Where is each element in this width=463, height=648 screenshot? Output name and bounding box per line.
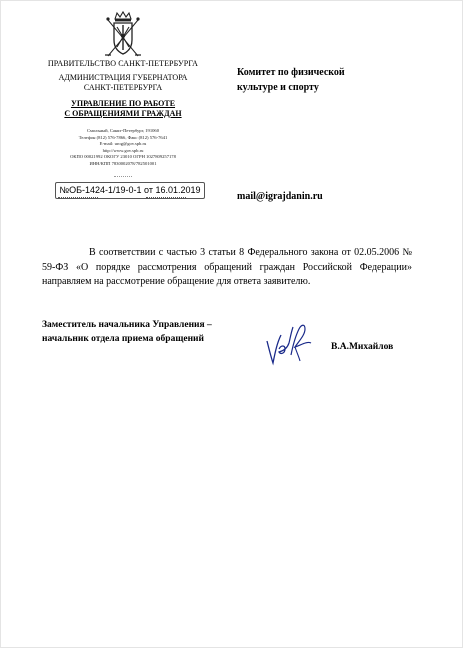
- contact-block: [21, 128, 225, 168]
- administration-heading: [21, 73, 225, 93]
- administration-line-2: САНКТ-ПЕТЕРБУРГА: [83, 83, 163, 92]
- signer-title: [42, 319, 262, 346]
- signer-name: В.А.Михайлов: [331, 342, 394, 352]
- addressee-line-1: Комитет по физической: [237, 67, 345, 78]
- date-underline: [58, 197, 98, 198]
- email-line: E-mail: urog@gov.spb.ru: [99, 141, 147, 147]
- addressee-block: [237, 66, 427, 95]
- recipient-email: mail@igrajdanin.ru: [237, 191, 323, 202]
- letter-body: В соответствии с частью 3 статьи 8 Федерального закона от 02.05.2006 № 59-ФЗ «О порядке рассмотрения обращений граждан Российской Федерации» направляем на рассмотрение обращение для ответа заявителю.: [42, 247, 412, 288]
- handwritten-signature: [259, 319, 331, 367]
- phone-line: Телефон (812) 576-7866, Факс (812) 576-7641: [78, 134, 168, 140]
- codes-line: ОКПО 00021992 ОКОГУ 23010 ОГРН 1027809257178: [70, 154, 176, 160]
- signer-title-line-1: Заместитель начальника Управления –: [42, 320, 212, 330]
- department-line-2: С ОБРАЩЕНИЯМИ ГРАЖДАН: [64, 109, 182, 118]
- inn-line: ИНН/КПП 7830002078/782501001: [89, 160, 157, 166]
- addressee-line-2: культуре и спорту: [237, 81, 319, 93]
- divider: [114, 176, 132, 177]
- department-heading: [21, 99, 225, 119]
- registration-stamp: №ОБ-1424-1/19-0-1 от 16.01.2019: [55, 182, 205, 199]
- department-line-1: УПРАВЛЕНИЕ ПО РАБОТЕ: [70, 99, 176, 108]
- signer-title-line-2: начальник отдела приема обращений: [42, 333, 204, 344]
- administration-line-1: АДМИНИСТРАЦИЯ ГУБЕРНАТОРА: [58, 73, 188, 82]
- number-underline: [146, 197, 186, 198]
- address-line: Смольный, Санкт-Петербург, 191060: [86, 128, 160, 133]
- coat-of-arms-icon: [102, 10, 144, 60]
- government-heading: ПРАВИТЕЛЬСТВО САНКТ-ПЕТЕРБУРГА: [47, 59, 199, 68]
- website-line: http://www.gov.spb.ru: [102, 147, 144, 153]
